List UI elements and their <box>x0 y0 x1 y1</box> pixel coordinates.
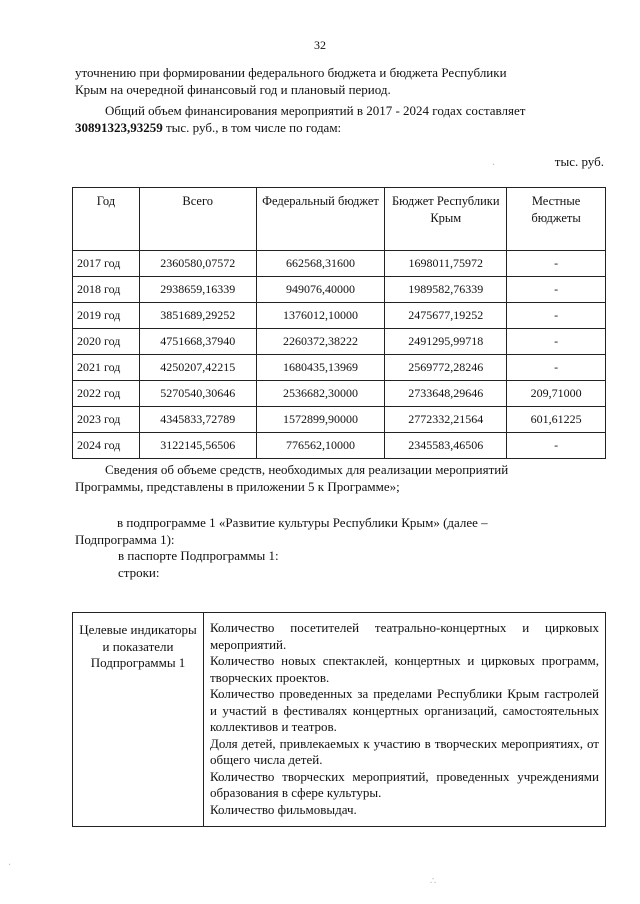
cell-total: 2938659,16339 <box>139 277 256 303</box>
cell-year: 2020 год <box>73 329 140 355</box>
cell-federal: 2260372,38222 <box>256 329 385 355</box>
table-row <box>73 277 606 303</box>
indicators-table <box>72 612 606 827</box>
financing-table <box>72 187 606 459</box>
total-amount: 30891323,93259 <box>75 120 163 135</box>
total-line-2 <box>75 119 602 136</box>
cell-year: 2024 год <box>73 433 140 459</box>
scan-speck: ∴ <box>430 876 437 887</box>
cell-crimea: 1698011,75972 <box>385 251 507 277</box>
header-year: Год <box>73 188 140 251</box>
cell-federal: 1376012,10000 <box>256 303 385 329</box>
cell-year: 2017 год <box>73 251 140 277</box>
financing-table-header-row <box>73 188 606 251</box>
cell-local: - <box>507 251 606 277</box>
cell-crimea: 2475677,19252 <box>385 303 507 329</box>
cell-total: 5270540,30646 <box>139 381 256 407</box>
intro-line-1: уточнению при формировании федерального бюджета и бюджета Республики <box>75 65 507 80</box>
list-item: Количество новых спектаклей, концертных и цирковых программ, творческих проектов. <box>210 653 599 685</box>
passport-line: в паспорте Подпрограммы 1: <box>118 548 279 563</box>
intro-line-2: Крым на очередной финансовый год и плановый период. <box>75 82 391 97</box>
cell-local: 209,71000 <box>507 381 606 407</box>
intro-paragraph <box>75 64 602 98</box>
list-item: Количество проведенных за пределами Республики Крым гастролей и участий в фестивалях концертных организаций, самостоятельных коллективов и театров. <box>210 686 599 734</box>
list-item: Количество творческих мероприятий, проведенных учреждениями образования в сфере культуры. <box>210 768 599 800</box>
cell-federal: 776562,10000 <box>256 433 385 459</box>
cell-local: - <box>507 303 606 329</box>
cell-total: 3851689,29252 <box>139 303 256 329</box>
header-local-budgets: Местные бюджеты <box>507 188 606 251</box>
cell-crimea: 2491295,99718 <box>385 329 507 355</box>
total-line-2-tail: тыс. руб., в том числе по годам: <box>162 120 342 135</box>
cell-total: 4250207,42215 <box>139 355 256 381</box>
cell-total: 3122145,56506 <box>139 433 256 459</box>
list-item: Количество посетителей театрально-концертных и цирковых мероприятий. <box>210 620 599 652</box>
cell-federal: 1680435,13969 <box>256 355 385 381</box>
cell-crimea: 2733648,29646 <box>385 381 507 407</box>
cell-year: 2023 год <box>73 407 140 433</box>
header-total: Всего <box>139 188 256 251</box>
cell-year: 2018 год <box>73 277 140 303</box>
cell-federal: 949076,40000 <box>256 277 385 303</box>
cell-federal: 2536682,30000 <box>256 381 385 407</box>
header-crimea-budget: Бюджет Республики Крым <box>385 188 507 251</box>
table-row <box>73 407 606 433</box>
cell-crimea: 2772332,21564 <box>385 407 507 433</box>
subprogram-line-1: в подпрограмме 1 «Развитие культуры Республики Крым» (далее – <box>117 515 488 530</box>
scan-speck: · <box>492 160 496 171</box>
indicators-list <box>204 613 606 827</box>
table-row <box>73 381 606 407</box>
cell-total: 4345833,72789 <box>139 407 256 433</box>
cell-local: - <box>507 277 606 303</box>
total-financing-paragraph <box>75 102 602 136</box>
subprogram-line-2: Подпрограмма 1): <box>75 532 175 547</box>
cell-local: - <box>507 355 606 381</box>
rows-line: строки: <box>118 565 160 580</box>
table-row <box>73 251 606 277</box>
total-line-1: Общий объем финансирования мероприятий в 2017 - 2024 годах составляет <box>105 103 526 118</box>
table-row <box>73 329 606 355</box>
header-federal-budget: Федеральный бюджет <box>256 188 385 251</box>
table-row <box>73 433 606 459</box>
cell-total: 2360580,07572 <box>139 251 256 277</box>
subprogram-paragraph <box>75 514 602 548</box>
info-line-2: Программы, представлены в приложении 5 к Программе»; <box>75 479 400 494</box>
cell-year: 2021 год <box>73 355 140 381</box>
cell-crimea: 2569772,28246 <box>385 355 507 381</box>
page-number: 32 <box>314 38 326 52</box>
scan-speck: · <box>8 860 12 871</box>
cell-federal: 662568,31600 <box>256 251 385 277</box>
cell-year: 2019 год <box>73 303 140 329</box>
cell-local: - <box>507 329 606 355</box>
cell-federal: 1572899,90000 <box>256 407 385 433</box>
cell-crimea: 2345583,46506 <box>385 433 507 459</box>
cell-total: 4751668,37940 <box>139 329 256 355</box>
cell-year: 2022 год <box>73 381 140 407</box>
list-item: Доля детей, привлекаемых к участию в творческих мероприятиях, от общего числа детей. <box>210 735 599 767</box>
table-row <box>73 355 606 381</box>
units-label: тыс. руб. <box>554 154 604 169</box>
table-row <box>73 303 606 329</box>
info-line-1: Сведения об объеме средств, необходимых для реализации мероприятий <box>105 462 509 477</box>
cell-local: 601,61225 <box>507 407 606 433</box>
cell-crimea: 1989582,76339 <box>385 277 507 303</box>
list-item: Количество фильмовыдач. <box>210 801 357 817</box>
cell-local: - <box>507 433 606 459</box>
indicators-row <box>73 613 606 827</box>
indicators-label: Целевые индикаторы и показатели Подпрограммы 1 <box>73 613 204 827</box>
info-paragraph <box>75 461 602 495</box>
